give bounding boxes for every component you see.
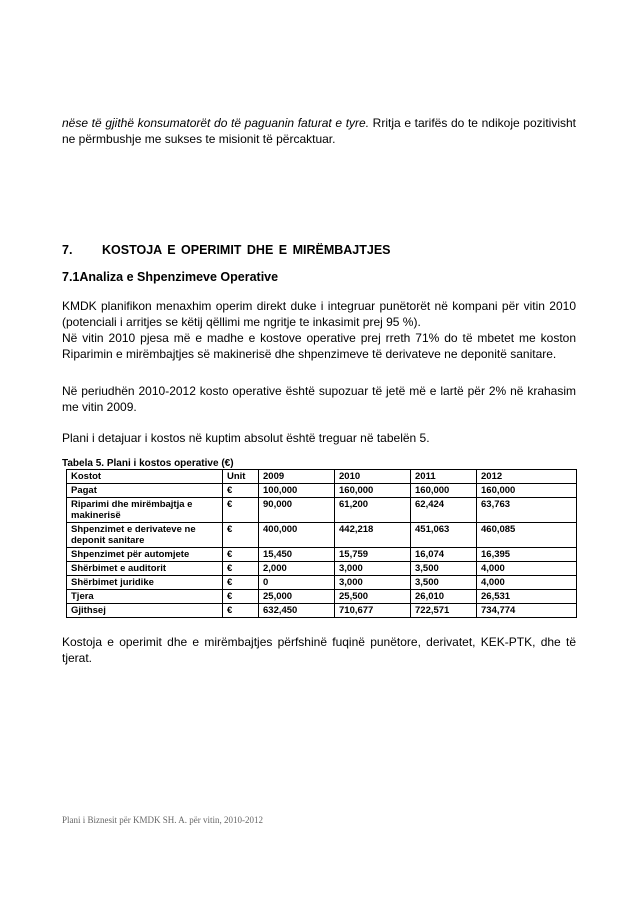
paragraph-period: Në periudhën 2010-2012 kosto operative është supozuar të jetë më e lartë për 2% në krahasim me vitin 2009.: [62, 384, 576, 414]
row-value-2012: 4,000: [477, 576, 577, 590]
row-unit: €: [223, 604, 259, 618]
paragraph-kmdk: KMDK planifikon menaxhim operim direkt duke i integruar punëtorët në kompani për vitin 2010 (potenciali i arritjes se këtij qëllimi me ngritje te inkasimit prej 95 %).: [62, 299, 576, 329]
row-value-2009: 2,000: [259, 562, 335, 576]
row-unit: €: [223, 498, 259, 523]
row-value-2010: 3,000: [335, 576, 411, 590]
table-row: [67, 562, 577, 576]
row-value-2010: 160,000: [335, 484, 411, 498]
row-value-2010: 25,500: [335, 590, 411, 604]
row-value-2009: 25,000: [259, 590, 335, 604]
row-value-2011: 16,074: [411, 548, 477, 562]
row-value-2009: 632,450: [259, 604, 335, 618]
table-row: [67, 590, 577, 604]
row-unit: €: [223, 562, 259, 576]
row-value-2012: 63,763: [477, 498, 577, 523]
row-unit: €: [223, 523, 259, 548]
header-2009: 2009: [259, 470, 335, 484]
subsection-heading: 7.1Analiza e Shpenzimeve Operative: [62, 270, 279, 284]
row-value-2012: 26,531: [477, 590, 577, 604]
header-2010: 2010: [335, 470, 411, 484]
table-row: [67, 548, 577, 562]
header-2012: 2012: [477, 470, 577, 484]
table-row: [67, 484, 577, 498]
row-unit: €: [223, 548, 259, 562]
table-row: [67, 498, 577, 523]
row-value-2011: 26,010: [411, 590, 477, 604]
header-unit: Unit: [223, 470, 259, 484]
row-value-2012: 16,395: [477, 548, 577, 562]
table-row: [67, 576, 577, 590]
row-value-2010: 61,200: [335, 498, 411, 523]
row-value-2012: 4,000: [477, 562, 577, 576]
row-value-2012: 460,085: [477, 523, 577, 548]
row-label: Shpenzimet për automjete: [67, 548, 223, 562]
row-label: Shpenzimet e derivateve ne deponit sanitare: [67, 523, 223, 548]
row-label: Tjera: [67, 590, 223, 604]
row-label: Gjithsej: [67, 604, 223, 618]
table-row-total: [67, 604, 577, 618]
row-value-2009: 0: [259, 576, 335, 590]
row-value-2011: 3,500: [411, 576, 477, 590]
table-header-row: [67, 470, 577, 484]
operating-cost-table: [66, 469, 577, 618]
row-value-2010: 710,677: [335, 604, 411, 618]
row-value-2010: 15,759: [335, 548, 411, 562]
paragraph-2010: Në vitin 2010 pjesa më e madhe e kostove operative prej rreth 71% do të mbetet me koston Riparimin e mirëmbajtjes së makinerisë dhe shpenzimeve të derivateve ne deponitë sanitare.: [62, 331, 576, 361]
row-label: Shërbimet juridike: [67, 576, 223, 590]
row-value-2011: 722,571: [411, 604, 477, 618]
row-value-2011: 62,424: [411, 498, 477, 523]
page-footer: Plani i Biznesit për KMDK SH. A. për vitin, 2010-2012: [62, 815, 263, 825]
row-label: Riparimi dhe mirëmbajtja e makinerisë: [67, 498, 223, 523]
row-value-2012: 734,774: [477, 604, 577, 618]
section-number: 7.: [62, 243, 73, 257]
row-value-2010: 3,000: [335, 562, 411, 576]
intro-paragraph: [62, 115, 576, 147]
row-value-2009: 90,000: [259, 498, 335, 523]
row-label: Pagat: [67, 484, 223, 498]
row-unit: €: [223, 484, 259, 498]
header-kostot: Kostot: [67, 470, 223, 484]
row-value-2012: 160,000: [477, 484, 577, 498]
row-value-2009: 100,000: [259, 484, 335, 498]
row-unit: €: [223, 590, 259, 604]
row-unit: €: [223, 576, 259, 590]
intro-regular-text: Rritja e tarifës do te ndikoje pozitivisht ne përmbushje me sukses te misionit të përcaktuar.: [62, 116, 576, 146]
row-value-2011: 160,000: [411, 484, 477, 498]
row-value-2010: 442,218: [335, 523, 411, 548]
row-label: Shërbimet e auditorit: [67, 562, 223, 576]
paragraph-plan: Plani i detajuar i kostos në kuptim absolut është treguar në tabelën 5.: [62, 431, 430, 445]
row-value-2009: 15,450: [259, 548, 335, 562]
row-value-2011: 451,063: [411, 523, 477, 548]
header-2011: 2011: [411, 470, 477, 484]
row-value-2009: 400,000: [259, 523, 335, 548]
table-row: [67, 523, 577, 548]
closing-paragraph: Kostoja e operimit dhe e mirëmbajtjes përfshinë fuqinë punëtore, derivatet, KEK-PTK, dhe të tjerat.: [62, 635, 576, 665]
intro-italic-text: nëse të gjithë konsumatorët do të paguanin faturat e tyre.: [62, 116, 370, 130]
table-caption: Tabela 5. Plani i kostos operative (€): [62, 458, 234, 469]
section-title: KOSTOJA E OPERIMIT DHE E MIRËMBAJTJES: [102, 243, 391, 257]
row-value-2011: 3,500: [411, 562, 477, 576]
section-heading: [62, 243, 391, 257]
